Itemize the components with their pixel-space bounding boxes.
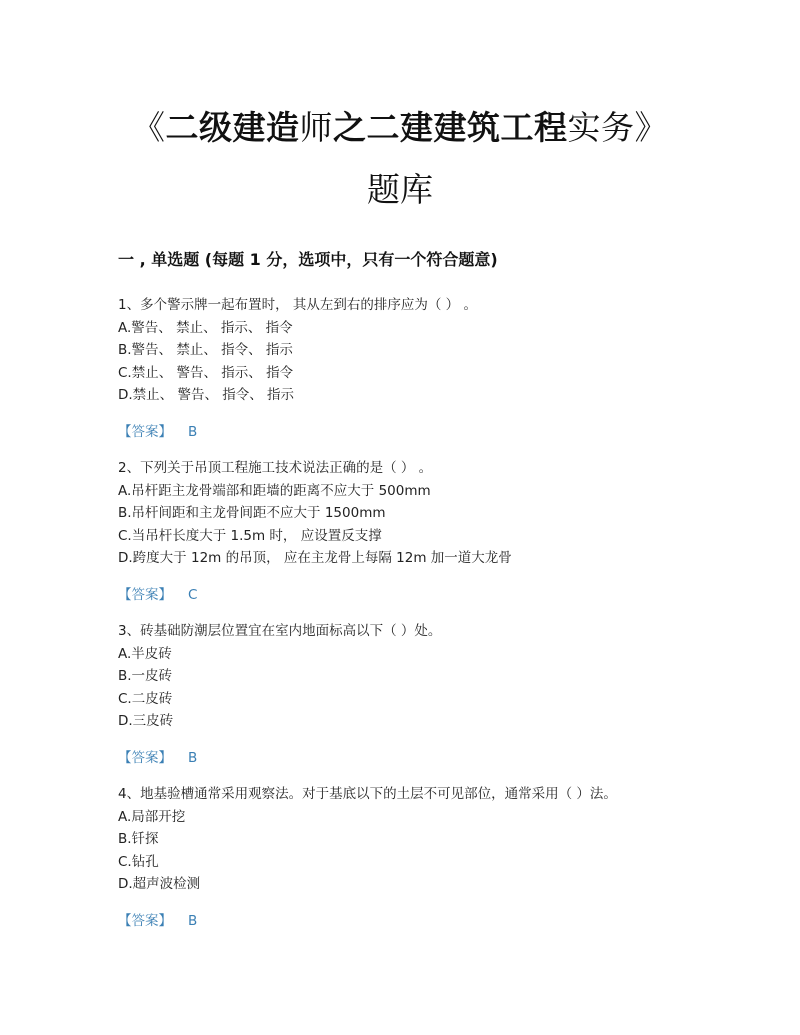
- answer-value: C: [188, 586, 198, 603]
- question-option: C.钻孔: [118, 853, 159, 870]
- question-option: B.钎探: [118, 831, 159, 847]
- answer-label: 【答案】: [118, 749, 172, 766]
- question-option: C.当吊杆长度大于 1.5m 时， 应设置反支撑: [118, 527, 382, 544]
- question-item: [118, 294, 718, 443]
- answer-value: B: [188, 912, 198, 929]
- question-option: C.禁止、 警告、 指示、 指令: [118, 364, 294, 381]
- title-part: 二级: [165, 108, 233, 147]
- question-stem: 1、多个警示牌一起布置时， 其从左到右的排序应为（ ） 。: [118, 297, 477, 313]
- question-option: D.跨度大于 12m 的吊顶， 应在主龙骨上每隔 12m 加一道大龙骨: [118, 550, 512, 566]
- document-subtitle: 题库: [367, 170, 433, 209]
- answer-label: 【答案】: [118, 586, 172, 603]
- title-block: [0, 104, 800, 214]
- question-item: [118, 783, 718, 932]
- title-part: 建造: [232, 108, 300, 147]
- answer-line: [118, 421, 718, 444]
- question-option: A.半皮砖: [118, 645, 172, 662]
- question-option: A.局部开挖: [118, 808, 186, 825]
- question-option: C.二皮砖: [118, 690, 173, 707]
- question-option: A.警告、 禁止、 指示、 指令: [118, 319, 293, 336]
- answer-label: 【答案】: [118, 423, 172, 440]
- answer-line: [118, 584, 718, 607]
- question-option: B.警告、 禁止、 指令、 指示: [118, 342, 293, 358]
- question-item: [118, 620, 718, 769]
- question-option: D.超声波检测: [118, 876, 201, 892]
- title-part: 《: [132, 108, 166, 147]
- title-part: 之二建建筑工程: [333, 108, 568, 147]
- question-option: B.吊杆间距和主龙骨间距不应大于 1500mm: [118, 505, 386, 521]
- answer-label: 【答案】: [118, 912, 172, 929]
- answer-line: [118, 910, 718, 933]
- question-stem: 4、地基验槽通常采用观察法。对于基底以下的土层不可见部位，通常采用（ ）法。: [118, 786, 617, 802]
- title-part: 实务》: [567, 108, 668, 147]
- answer-value: B: [188, 749, 198, 766]
- title-part: 师: [299, 108, 333, 147]
- question-item: [118, 457, 718, 606]
- section-heading: 一 , 单选题 (每题 1 分，选项中，只有一个符合题意): [118, 250, 498, 269]
- question-option: D.禁止、 警告、 指令、 指示: [118, 387, 295, 403]
- answer-value: B: [188, 423, 198, 440]
- question-option: B.一皮砖: [118, 668, 173, 684]
- question-list: [118, 294, 718, 946]
- document-title: [0, 104, 800, 152]
- question-option: D.三皮砖: [118, 713, 174, 729]
- answer-line: [118, 747, 718, 770]
- question-stem: 3、砖基础防潮层位置宜在室内地面标高以下（ ）处。: [118, 623, 442, 639]
- question-stem: 2、下列关于吊顶工程施工技术说法正确的是（ ） 。: [118, 460, 433, 476]
- question-option: A.吊杆距主龙骨端部和距墙的距离不应大于 500mm: [118, 482, 431, 499]
